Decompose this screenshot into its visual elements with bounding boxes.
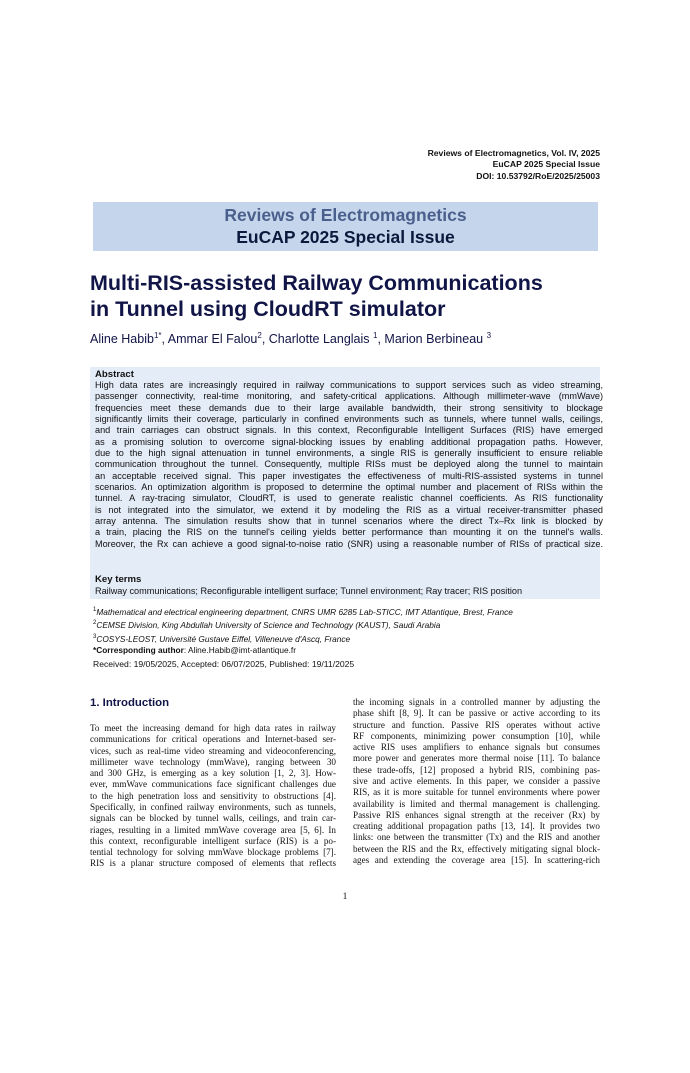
body-line: creating additional propagation paths [13, 14]. It provides two bbox=[353, 821, 600, 832]
body-line: to the high penetration loss and sensitivity to obstructions [4]. bbox=[90, 790, 336, 801]
journal-line: Reviews of Electromagnetics, Vol. IV, 2025 bbox=[427, 148, 600, 158]
body-line: riages, resulting in a limited mmWave coverage area [5, 6]. In bbox=[90, 824, 336, 835]
paper-title-line-1: Multi-RIS-assisted Railway Communications bbox=[90, 271, 543, 295]
author-list bbox=[90, 331, 491, 346]
abstract-line: a train, placing the RIS on the tunnel's ceiling yields better performance than mounting it on the tunnel's walls. bbox=[95, 527, 603, 538]
body-line: between the RIS and the Rx, effectively mitigating signal block- bbox=[353, 843, 600, 854]
body-line: signals can be blocked by tunnel walls, ceilings, and train car- bbox=[90, 813, 336, 824]
body-line: RF components, minimizing power consumption [10], while bbox=[353, 730, 600, 741]
key-terms-text: Railway communications; Reconfigurable intelligent surface; Tunnel environment; Ray tracer; RIS position bbox=[95, 586, 523, 596]
author-name: Charlotte Langlais bbox=[268, 332, 374, 347]
author-separator: , bbox=[161, 332, 168, 347]
body-line: the incoming signals in a controlled manner by adjusting the bbox=[353, 697, 600, 707]
author-affiliation-mark: 2 bbox=[257, 331, 262, 340]
abstract-line: due to the high signal attenuation in tunnel environments, a single RIS is generally insufficient to ensure reliable bbox=[95, 448, 603, 459]
author-affiliation-mark: 3 bbox=[486, 331, 492, 340]
abstract-line: an acceptable received signal. This paper investigates the effectiveness of multi-RIS-assisted systems in tunnel bbox=[95, 470, 603, 481]
affiliation-mark: 2 bbox=[93, 620, 97, 627]
journal-banner bbox=[93, 202, 598, 251]
abstract-line: communication throughout the tunnel. Consequently, multiple RISs must be deployed along the tunnel to maintain bbox=[95, 459, 603, 470]
body-line: active RIS uses amplifiers to enhance signals but consumes bbox=[353, 742, 600, 753]
author-name: Aline Habib bbox=[90, 332, 154, 347]
paper-title-line-2: in Tunnel using CloudRT simulator bbox=[90, 297, 446, 321]
body-line: availability is limited and thermal management is challenging. bbox=[353, 798, 600, 809]
banner-subtitle: EuCAP 2025 Special Issue bbox=[236, 227, 455, 247]
affiliation-item bbox=[93, 632, 513, 645]
abstract-line: frequencies meet these demands due to their large available bandwidth, their strong sensitivity to blockage bbox=[95, 402, 603, 413]
body-line: phase shift [8, 9]. It can be passive or active according to its bbox=[353, 708, 600, 719]
abstract-line: array antenna. The simulation results show that in tunnel scenarios where the direct Tx–Rx link is blocked by bbox=[95, 516, 603, 527]
affiliation-text: COSYS-LEOST, Université Gustave Eiffel, Villeneuve d'Ascq, France bbox=[96, 633, 351, 644]
corresponding-author bbox=[93, 645, 513, 657]
affiliation-item bbox=[93, 605, 513, 618]
body-line: communications for critical operations and Internet-based ser- bbox=[90, 734, 336, 745]
banner-title: Reviews of Electromagnetics bbox=[224, 205, 467, 225]
body-line: Passive RIS enhances signal strength at the receiver (Rx) by bbox=[353, 809, 600, 820]
key-terms-heading: Key terms bbox=[95, 574, 142, 585]
body-line: these trade-offs, [12] proposed a hybrid RIS, combining pas- bbox=[353, 764, 600, 775]
author-name: Ammar El Falou bbox=[167, 332, 258, 347]
body-column-right bbox=[353, 697, 600, 866]
page-number: 1 bbox=[342, 892, 348, 902]
body-line: structure and function. Passive RIS operates without active bbox=[353, 719, 600, 730]
section-heading-introduction: 1. Introduction bbox=[90, 697, 170, 709]
abstract-line: tunnel. A ray-tracing simulator, CloudRT, is used to generate realistic channel coefficients. As RIS functionality bbox=[95, 493, 603, 504]
body-column-left bbox=[90, 723, 336, 870]
body-line: this context, reconfigurable intelligent surface (RIS) is a po- bbox=[90, 835, 336, 846]
corresponding-author-label: *Corresponding author bbox=[93, 644, 184, 655]
author-separator: , bbox=[377, 332, 385, 347]
corresponding-author-email: : Aline.Habib@imt-atlantique.fr bbox=[183, 644, 296, 655]
publication-dates: Received: 19/05/2025, Accepted: 06/07/2025, Published: 19/11/2025 bbox=[93, 659, 355, 669]
abstract-body bbox=[95, 380, 603, 550]
author-separator: , bbox=[261, 332, 269, 347]
affiliation-mark: 3 bbox=[93, 633, 97, 640]
abstract-line: passenger connectivity, real-time monitoring, and safety-critical applications. Although millimeter-wave (mmWave) bbox=[95, 391, 603, 402]
body-line: millimeter wave technology (mmWave), ranging between 30 bbox=[90, 756, 336, 767]
abstract-line: is not integrated into the simulator, we extend it by modeling the RIS as a virtual receiver-transmitter phased bbox=[95, 504, 603, 515]
body-line: Specifically, in confined railway environments, such as tunnels, bbox=[90, 801, 336, 812]
body-line: ages and extending the coverage area [15]. In scattering-rich bbox=[353, 854, 600, 865]
body-line: ever, mmWave communications face significant challenges due bbox=[90, 779, 336, 790]
body-line: tential technology for solving mmWave blockage problems [7]. bbox=[90, 847, 336, 858]
body-line: links: one between the transmitter (Tx) and the RIS and another bbox=[353, 832, 600, 843]
abstract-line: scenarios. An optimization algorithm is proposed to determine the optimal number and placement of RISs within the bbox=[95, 482, 603, 493]
body-line: and 300 GHz, is emerging as a key solution [1, 2, 3]. How- bbox=[90, 768, 336, 779]
author-affiliation-mark: 1 bbox=[373, 331, 378, 340]
affiliation-mark: 1 bbox=[93, 607, 97, 613]
affiliation-text: CEMSE Division, King Abdullah University of Science and Technology (KAUST), Saudi Arabia bbox=[96, 620, 441, 631]
affiliations bbox=[93, 605, 513, 656]
body-line: RIS is a planar structure composed of elements that reflects bbox=[90, 858, 336, 869]
paper-title bbox=[90, 270, 610, 322]
abstract-heading: Abstract bbox=[95, 369, 134, 380]
abstract-line: and train carriages can obstruct signals. In this context, Reconfigurable Intelligent Surfaces (RIS) have emerged bbox=[95, 425, 603, 436]
body-line: To meet the increasing demand for high data rates in railway bbox=[90, 723, 336, 733]
issue-line: EuCAP 2025 Special Issue bbox=[492, 159, 600, 170]
body-line: sive and active elements. In this paper, we consider a passive bbox=[353, 775, 600, 786]
body-line: RIS, as it is more suitable for tunnel environments where power bbox=[353, 787, 600, 798]
doi-line: DOI: 10.53792/RoE/2025/25003 bbox=[476, 170, 600, 181]
author-name: Marion Berbineau bbox=[384, 332, 487, 347]
abstract-line: High data rates are increasingly required in railway communications to support services such as video streaming, bbox=[95, 380, 603, 390]
author-affiliation-mark: 1* bbox=[153, 331, 162, 340]
abstract-line: Moreover, the Rx can achieve a good signal-to-noise ratio (SNR) using a reasonable number of RISs of practical size. bbox=[95, 538, 603, 549]
body-line: vices, such as real-time video streaming and videoconferencing, bbox=[90, 745, 336, 756]
journal-meta bbox=[428, 148, 600, 182]
abstract-line: significantly limits their coverage, particularly in confined environments such as tunnels, where tunnel walls, ceilings, bbox=[95, 414, 603, 425]
affiliation-item bbox=[93, 618, 513, 631]
abstract-line: as a promising solution to overcome signal-blocking issues by enabling additional propagation paths. However, bbox=[95, 436, 603, 447]
body-line: more power and generates more thermal noise [11]. To balance bbox=[353, 753, 600, 764]
affiliation-text: Mathematical and electrical engineering department, CNRS UMR 6285 Lab-STICC, IMT Atlantique, Brest, France bbox=[96, 606, 513, 617]
